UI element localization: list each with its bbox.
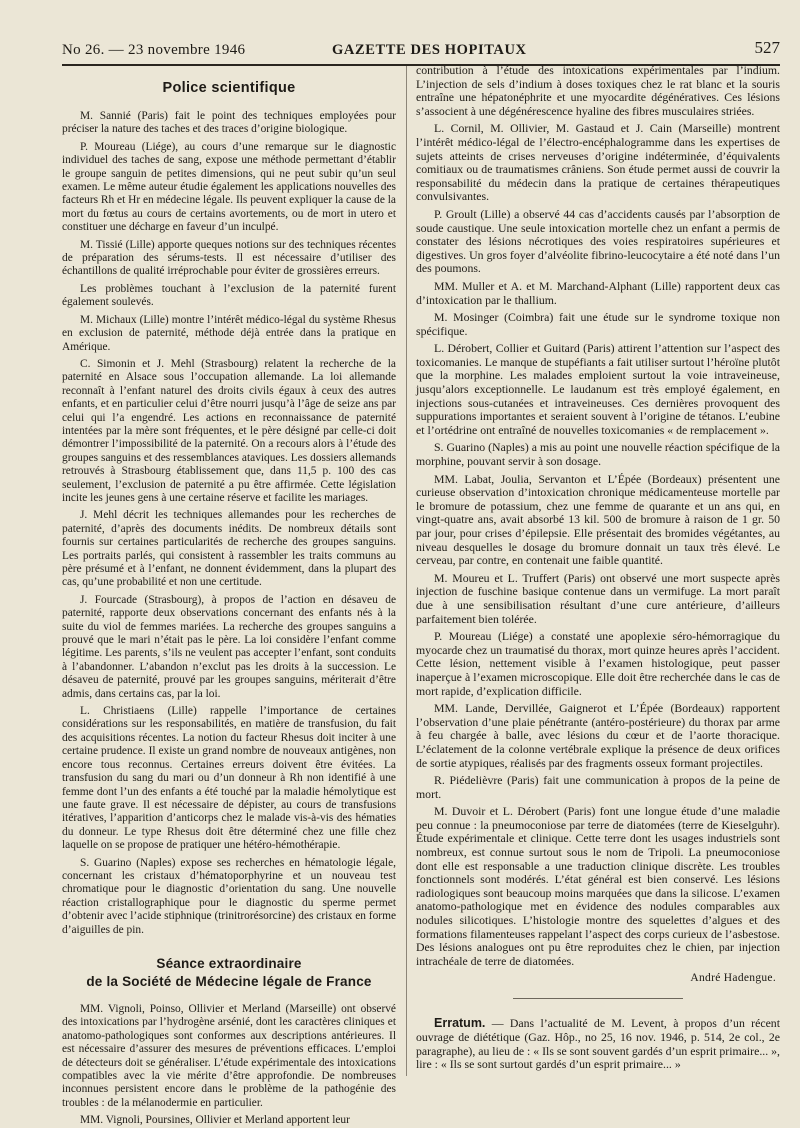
paragraph: R. Piédelièvre (Paris) fait une communication à propos de la peine de mort.	[416, 773, 780, 801]
paragraph: C. Simonin et J. Mehl (Strasbourg) relatent la recherche de la paternité en Alsace sous l’occupation allemande. La loi allemande reconnaît à l’enfant naturel des droits civils égaux à ceux des autres enfants, et en particulier celui d’être nourri jusqu’à l’âge de seize ans par celui qui l’a engendré. Les actions en reconnaissance de paternité intentées par la mère sont fréquentes, et le père désigné par celle-ci doit démontrer l’impossibilité de la paternité. On a recours alors à l’étude des groupes sanguins et des ressemblances ataviques. Les dossiers allemands retrouvés à Strasbourg établissement que, dans 11,5 p. 100 des cas seulement, l’exclusion de paternité a pu être affirmée. Cette législation incite les jeunes gens à une certaine réserve et facilite les mariages.	[62, 357, 396, 504]
paragraph: P. Moureau (Liége) a constaté une apoplexie séro-hémorragique du myocarde chez un traumatisé du thorax, mort quinze heures après l’accident. Cette lésion, nettement visible à l’examen histologique, peut passer inaperçue à l’examen microscopique. Elle doit être recherchée dans le cas de mort rapide, d’explication difficile.	[416, 629, 780, 698]
paragraph: S. Guarino (Naples) expose ses recherches en hématologie légale, concernant les cristaux d’hématoporphyrine et un nouveau test chromatique pour le diagnostic d’orientation du sang. Une nouvelle réaction cristallographique pour le diagnostic du sperme permet d’obtenir avec l’acide stiphnique (trinitrorésorcine) des cristaux en forme d’aiguilles de pin.	[62, 856, 396, 936]
issue-date: No 26. — 23 novembre 1946	[62, 42, 246, 58]
paragraph: L. Dérobert, Collier et Guitard (Paris) attirent l’attention sur l’aspect des toxicomanies. Le manque de stupéfiants a fait utiliser surtout l’héroïne plutôt que la morphine. Les malades emploient surtout la voie intraveineuse, jusqu’alors exceptionnelle. Le laudanum est très employé également, en injections sous-cutanées et intraveineuses. Ces dernières provoquent des suppurations importantes et seraient souvent à l’origine de tétanos. L’eubine et l’ortédrine ont entraîné de nouvelles toxicomanies « de remplacement ».	[416, 341, 780, 437]
paragraph: L. Christiaens (Lille) rappelle l’importance de certaines considérations sur les responsabilités, en matière de transfusion, du fait des acquisitions récentes. La notion du facteur Rhesus doit inciter à une certaine prudence. Il existe un grand nombre de nouveaux antigènes, non encore tous reconnus. Certaines erreurs doivent être évitées. La transfusion du sang du mari ou d’un donneur à Rh non identifié à une femme dont l’un des enfants a été touché par la maladie hémolytique est une faute grave. Il est nécessaire de dépister, au cours de transfusions itératives, l’apparition d’anticorps chez le malade vis-à-vis des hématies du donneur. Le type Rhesus doit être déterminé chez une fille chez laquelle on se propose de pratiquer une hétéro-hémothérapie.	[62, 705, 396, 852]
paragraph: J. Fourcade (Strasbourg), à propos de l’action en désaveu de paternité, rapporte deux observations concernant des enfants nés à la suite du viol de femmes mariées. La recherche des groupes sanguins a prouvé que le mari n’était pas le père. La loi considère l’enfant comme légitime. Les parents, s’ils ne veulent pas accepter l’enfant, sont conduits à l’abandonner. L’abandon n’exclut pas les droits à la succession. Le désaveu de paternité, prouvé par les groupes sanguins, mériterait d’être admis, dans certains cas, par la loi.	[62, 593, 396, 700]
section-title-line: Séance extraordinaire	[156, 955, 302, 971]
journal-title: GAZETTE DES HOPITAUX	[332, 42, 527, 58]
erratum-label: Erratum.	[434, 1016, 486, 1031]
paragraph: MM. Labat, Joulia, Servanton et L’Épée (Bordeaux) présentent une curieuse observation d’intoxication chronique médicamenteuse mortelle par le bromure de potassium, chez une femme de quarante et un ans qui, en vingt-quatre ans, avait absorbé 13 kil. 500 de bromure à raison de 1 gr. 50 par jour, pour crises d’épilepsie. Elle présentait des bromides végétantes, au niveau desquelles le dosage du bromure donnait un taux très élevé. Le cerveau, par contre, en contenait une faible quantité.	[416, 471, 780, 568]
right-column	[416, 64, 780, 1094]
paragraph: M. Sannié (Paris) fait le point des techniques employées pour préciser la nature des taches et des traces d’origine biologique.	[62, 110, 396, 136]
paragraph: MM. Muller et A. et M. Marchand-Alphant (Lille) rapportent deux cas d’intoxication par le thallium.	[416, 278, 780, 307]
erratum-note	[416, 1017, 780, 1071]
paragraph: MM. Vignoli, Poinso, Ollivier et Merland (Marseille) ont observé des intoxications par l’hydrogène arsénié, dont les caractères cliniques et anatomo-pathologiques sont conformes aux descriptions antérieures. Il est nécessaire d’assurer des mesures de préventions efficaces. L’emploi de détecteurs doit se généraliser. L’étude expérimentale des intoxications compatibles avec la vie mérite d’être approfondie. De nombreuses inconnues persistent encore dans le problème de la pathogénie des troubles : de la mélanodermie en particulier.	[62, 1002, 396, 1109]
paragraph: M. Michaux (Lille) montre l’intérêt médico-légal du système Rhesus en exclusion de paternité, méthode déjà entrée dans la pratique en Amérique.	[62, 313, 396, 353]
paragraph: P. Groult (Lille) a observé 44 cas d’accidents causés par l’absorption de soude caustique. Une seule intoxication mortelle chez un enfant a permis de constater des lésions nécrotiques des voies respiratoires supérieures et digestives. Un gros foyer d’alvéolite fibrino-leucocytaire a été noté dans l’un des poumons.	[416, 206, 780, 276]
page-number: 527	[754, 38, 780, 57]
section-title-police: Police scientifique	[162, 80, 296, 96]
paragraph: MM. Lande, Dervillée, Gaignerot et L’Épée (Bordeaux) rapportent l’observation d’une plaie pénétrante (antéro-postérieure) du thorax par arme à feu chargée à balle, avec lésions du cœur et de l’aorte thoracique. L’éclatement de la colonne vertébrale explique la présence de deux orifices de sortie atypiques, réalisés par des fragments osseux formant projectiles.	[416, 701, 780, 770]
paragraph: J. Mehl décrit les techniques allemandes pour les recherches de paternité, d’après des documents inédits. De nombreux détails sont fournis sur certaines particularités de recherche des groupes sanguins. Les portraits parlés, qui consistent à rassembler les traits communs au père présumé et à l’enfant, ne donnent évidemment, dans la plupart des cas, qu’une probabilité et non une certitude.	[62, 509, 396, 589]
paragraph: M. Tissié (Lille) apporte queques notions sur des techniques récentes de préparation des sérums-tests. Il est nécessaire d’utiliser des échantillons de qualité irréprochable pour éviter de grossières erreurs.	[62, 238, 396, 278]
paragraph: L. Cornil, M. Ollivier, M. Gastaud et J. Cain (Marseille) montrent l’intérêt médico-légal de l’électro-encéphalogramme dans les expertises de sujets atteints de crises nerveuses d’origine indéterminée, d’équivalents comitiaux ou de traumatismes crâniens. Son étude permet aussi de couvrir la responsabilité du médecin dans la pratique de certaines thérapeutiques convulsivantes.	[416, 121, 780, 204]
paragraph: M. Duvoir et L. Dérobert (Paris) font une longue étude d’une maladie peu connue : la pneumoconiose par terre de diatomées (terre de Kieselguhr). Étude expérimentale et clinique. Cette terre dont les usages industriels sont nombreux, est connue surtout sous le nom de Tripoli. La pneumoconiose dont elle est responsable a une traduction clinique discrète. Les troubles fonctionnels sont modérés. L’état général est bien conservé. Les lésions radiologiques sont beaucoup moins marquées que dans la silicose. L’examen anatomo-pathologique met en évidence des nodules comparables aux nodules silicotiques. L’histologie montre des squelettes d’algues et des formations filamenteuses rappelant l’aspect des corps curieux de l’asbestose. Des lésions analogues ont pu être reproduites chez le chien, par injection intrachéale de terre de diatomées.	[416, 804, 780, 968]
left-column	[62, 80, 396, 1127]
paragraph: Les problèmes touchant à l’exclusion de la paternité furent également soulevés.	[62, 282, 396, 309]
author-signature: André Hadengue.	[690, 972, 776, 985]
column-divider	[406, 66, 407, 1076]
section-title-seance	[62, 955, 396, 991]
paragraph: S. Guarino (Naples) a mis au point une nouvelle réaction spécifique de la morphine, pouvant servir à son dosage.	[416, 440, 780, 469]
page-header	[62, 38, 780, 66]
paragraph: contribution à l’étude des intoxications expérimentales par l’indium. L’injection de sels d’indium à doses toxiques chez le rat blanc et la souris entraîne une hépatonéphrite et une myocardite dégénératives. Ces lésions s’associent à une dégénérescence hyaline des fibres musculaires striées.	[416, 63, 780, 118]
paragraph: M. Moureu et L. Truffert (Paris) ont observé une mort suspecte après injection de fuschine basique contenue dans un vermifuge. La mort paraît due à une sensibilisation résultant d’une cure antérieure, d’ailleurs parfaitement bien tolérée.	[416, 570, 780, 626]
paragraph: MM. Vignoli, Poursines, Ollivier et Merland apportent leur	[80, 1114, 350, 1127]
erratum-text: — Dans l’actualité de M. Levent, à propos d’un récent ouvrage de diététique (Gaz. Hôp., no 25, 16 nov. 1946, p. 514, 2e col., 2e paragraphe), au lieu de : « Ils se sont souvent gardés d’un esprit primaire... », lire : « Ils se sont surtout gardés d’un esprit primaire... »	[416, 1016, 780, 1072]
section-title-line: de la Société de Médecine légale de France	[86, 973, 372, 989]
paragraph: P. Moureau (Liége), au cours d’une remarque sur le diagnostic individuel des taches de sang, expose une méthode permettant d’établir le groupe sanguin de petites dimensions, qui ne peut subir qu’un seul examen. Le même auteur étudie également les applications nouvelles des facteurs Rh et Hr en médecine légale. Ils peuvent expliquer la cause de la mort du fœtus au cours de certains avortements, ou de mort in utero et constituer une décharge en faveur d’un inculpé.	[62, 140, 396, 234]
separator-rule	[513, 998, 683, 999]
paragraph: M. Mosinger (Coimbra) fait une étude sur le syndrome toxique non spécifique.	[416, 310, 780, 338]
